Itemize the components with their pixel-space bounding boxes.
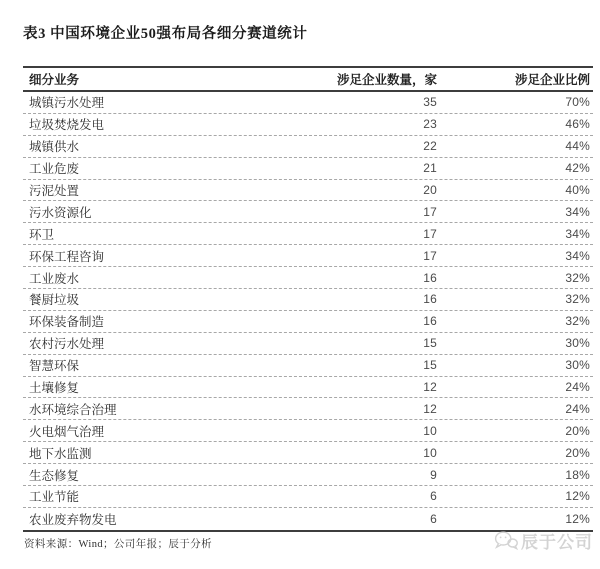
table-row: [23, 92, 593, 114]
cell-segment: 垃圾焚烧发电: [29, 118, 105, 133]
table-row: [23, 289, 593, 311]
cell-share: 46%: [565, 117, 590, 132]
cell-share: 42%: [565, 161, 590, 176]
cell-segment: 污水资源化: [29, 205, 92, 220]
cell-count: 16: [423, 270, 437, 285]
cell-count: 17: [423, 226, 437, 241]
cell-share: 12%: [565, 489, 590, 504]
cell-count: 12: [423, 401, 437, 416]
cell-share: 34%: [565, 204, 590, 219]
cell-share: 30%: [565, 358, 590, 373]
table-row: [23, 508, 593, 530]
cell-segment: 智慧环保: [29, 359, 80, 374]
cell-count: 15: [423, 336, 437, 351]
cell-share: 32%: [565, 292, 590, 307]
table-row: [23, 245, 593, 267]
cell-share: 44%: [565, 139, 590, 154]
cell-segment: 城镇污水处理: [29, 96, 105, 111]
cell-count: 16: [423, 314, 437, 329]
table-row: [23, 180, 593, 202]
table-row: [23, 398, 593, 420]
column-header-count: 涉足企业数量，家: [336, 73, 437, 87]
cell-share: 20%: [565, 423, 590, 438]
cell-share: 34%: [565, 226, 590, 241]
cell-share: 18%: [565, 467, 590, 482]
cell-segment: 水环境综合治理: [29, 402, 117, 417]
cell-count: 6: [430, 489, 437, 504]
data-table: [23, 66, 593, 532]
cell-count: 12: [423, 380, 437, 395]
cell-count: 17: [423, 248, 437, 263]
cell-segment: 工业节能: [29, 490, 80, 505]
cell-count: 9: [430, 467, 437, 482]
table-row: [23, 223, 593, 245]
cell-segment: 环保装备制造: [29, 315, 105, 330]
cell-share: 30%: [565, 336, 590, 351]
cell-share: 32%: [565, 314, 590, 329]
table-row: [23, 486, 593, 508]
cell-segment: 环保工程咨询: [29, 249, 105, 264]
cell-segment: 污泥处置: [29, 184, 80, 198]
table-row: [23, 355, 593, 377]
cell-segment: 火电烟气治理: [29, 424, 105, 439]
table-row: [23, 267, 593, 289]
cell-segment: 农村污水处理: [29, 337, 105, 352]
cell-count: 10: [423, 423, 437, 438]
cell-count: 15: [423, 358, 437, 373]
column-header-segment: 细分业务: [29, 73, 80, 87]
table-row: [23, 114, 593, 136]
cell-segment: 工业危废: [29, 162, 80, 177]
column-header-share: 涉足企业比例: [514, 73, 590, 87]
cell-share: 40%: [565, 183, 590, 197]
cell-count: 21: [423, 161, 437, 176]
table-row: [23, 201, 593, 223]
cell-segment: 农业废弃物发电: [29, 512, 117, 527]
cell-segment: 地下水监测: [29, 446, 92, 461]
table-header-row: [23, 68, 593, 92]
cell-count: 23: [423, 117, 437, 132]
cell-share: 34%: [565, 248, 590, 263]
cell-count: 35: [423, 95, 437, 110]
cell-count: 17: [423, 204, 437, 219]
table-title: 表3 中国环境企业50强布局各细分赛道统计: [23, 26, 308, 42]
cell-share: 70%: [565, 95, 590, 110]
cell-segment: 工业废水: [29, 271, 80, 286]
table-body: [23, 92, 593, 530]
cell-segment: 餐厨垃圾: [29, 293, 80, 308]
cell-count: 16: [423, 292, 437, 307]
table-row: [23, 311, 593, 333]
wechat-chat-bubbles-icon: [494, 531, 518, 550]
cell-segment: 城镇供水: [29, 140, 80, 155]
cell-segment: 土壤修复: [29, 381, 80, 396]
watermark: [494, 528, 593, 553]
cell-count: 22: [423, 139, 437, 154]
cell-share: 20%: [565, 445, 590, 460]
table-row: [23, 420, 593, 442]
cell-share: 32%: [565, 270, 590, 285]
cell-share: 24%: [565, 380, 590, 395]
table-row: [23, 377, 593, 399]
table-row: [23, 333, 593, 355]
cell-segment: 生态修复: [29, 468, 80, 483]
table-row: [23, 464, 593, 486]
source-note: 资料来源：Wind；公司年报；辰于分析: [24, 539, 213, 550]
table-row: [23, 158, 593, 180]
cell-segment: 环卫: [29, 227, 55, 242]
cell-share: 12%: [565, 511, 590, 526]
cell-count: 6: [430, 511, 437, 526]
cell-share: 24%: [565, 401, 590, 416]
cell-count: 10: [423, 445, 437, 460]
table-row: [23, 442, 593, 464]
cell-count: 20: [423, 183, 437, 197]
watermark-label: 辰于公司: [521, 533, 593, 552]
table-row: [23, 136, 593, 158]
